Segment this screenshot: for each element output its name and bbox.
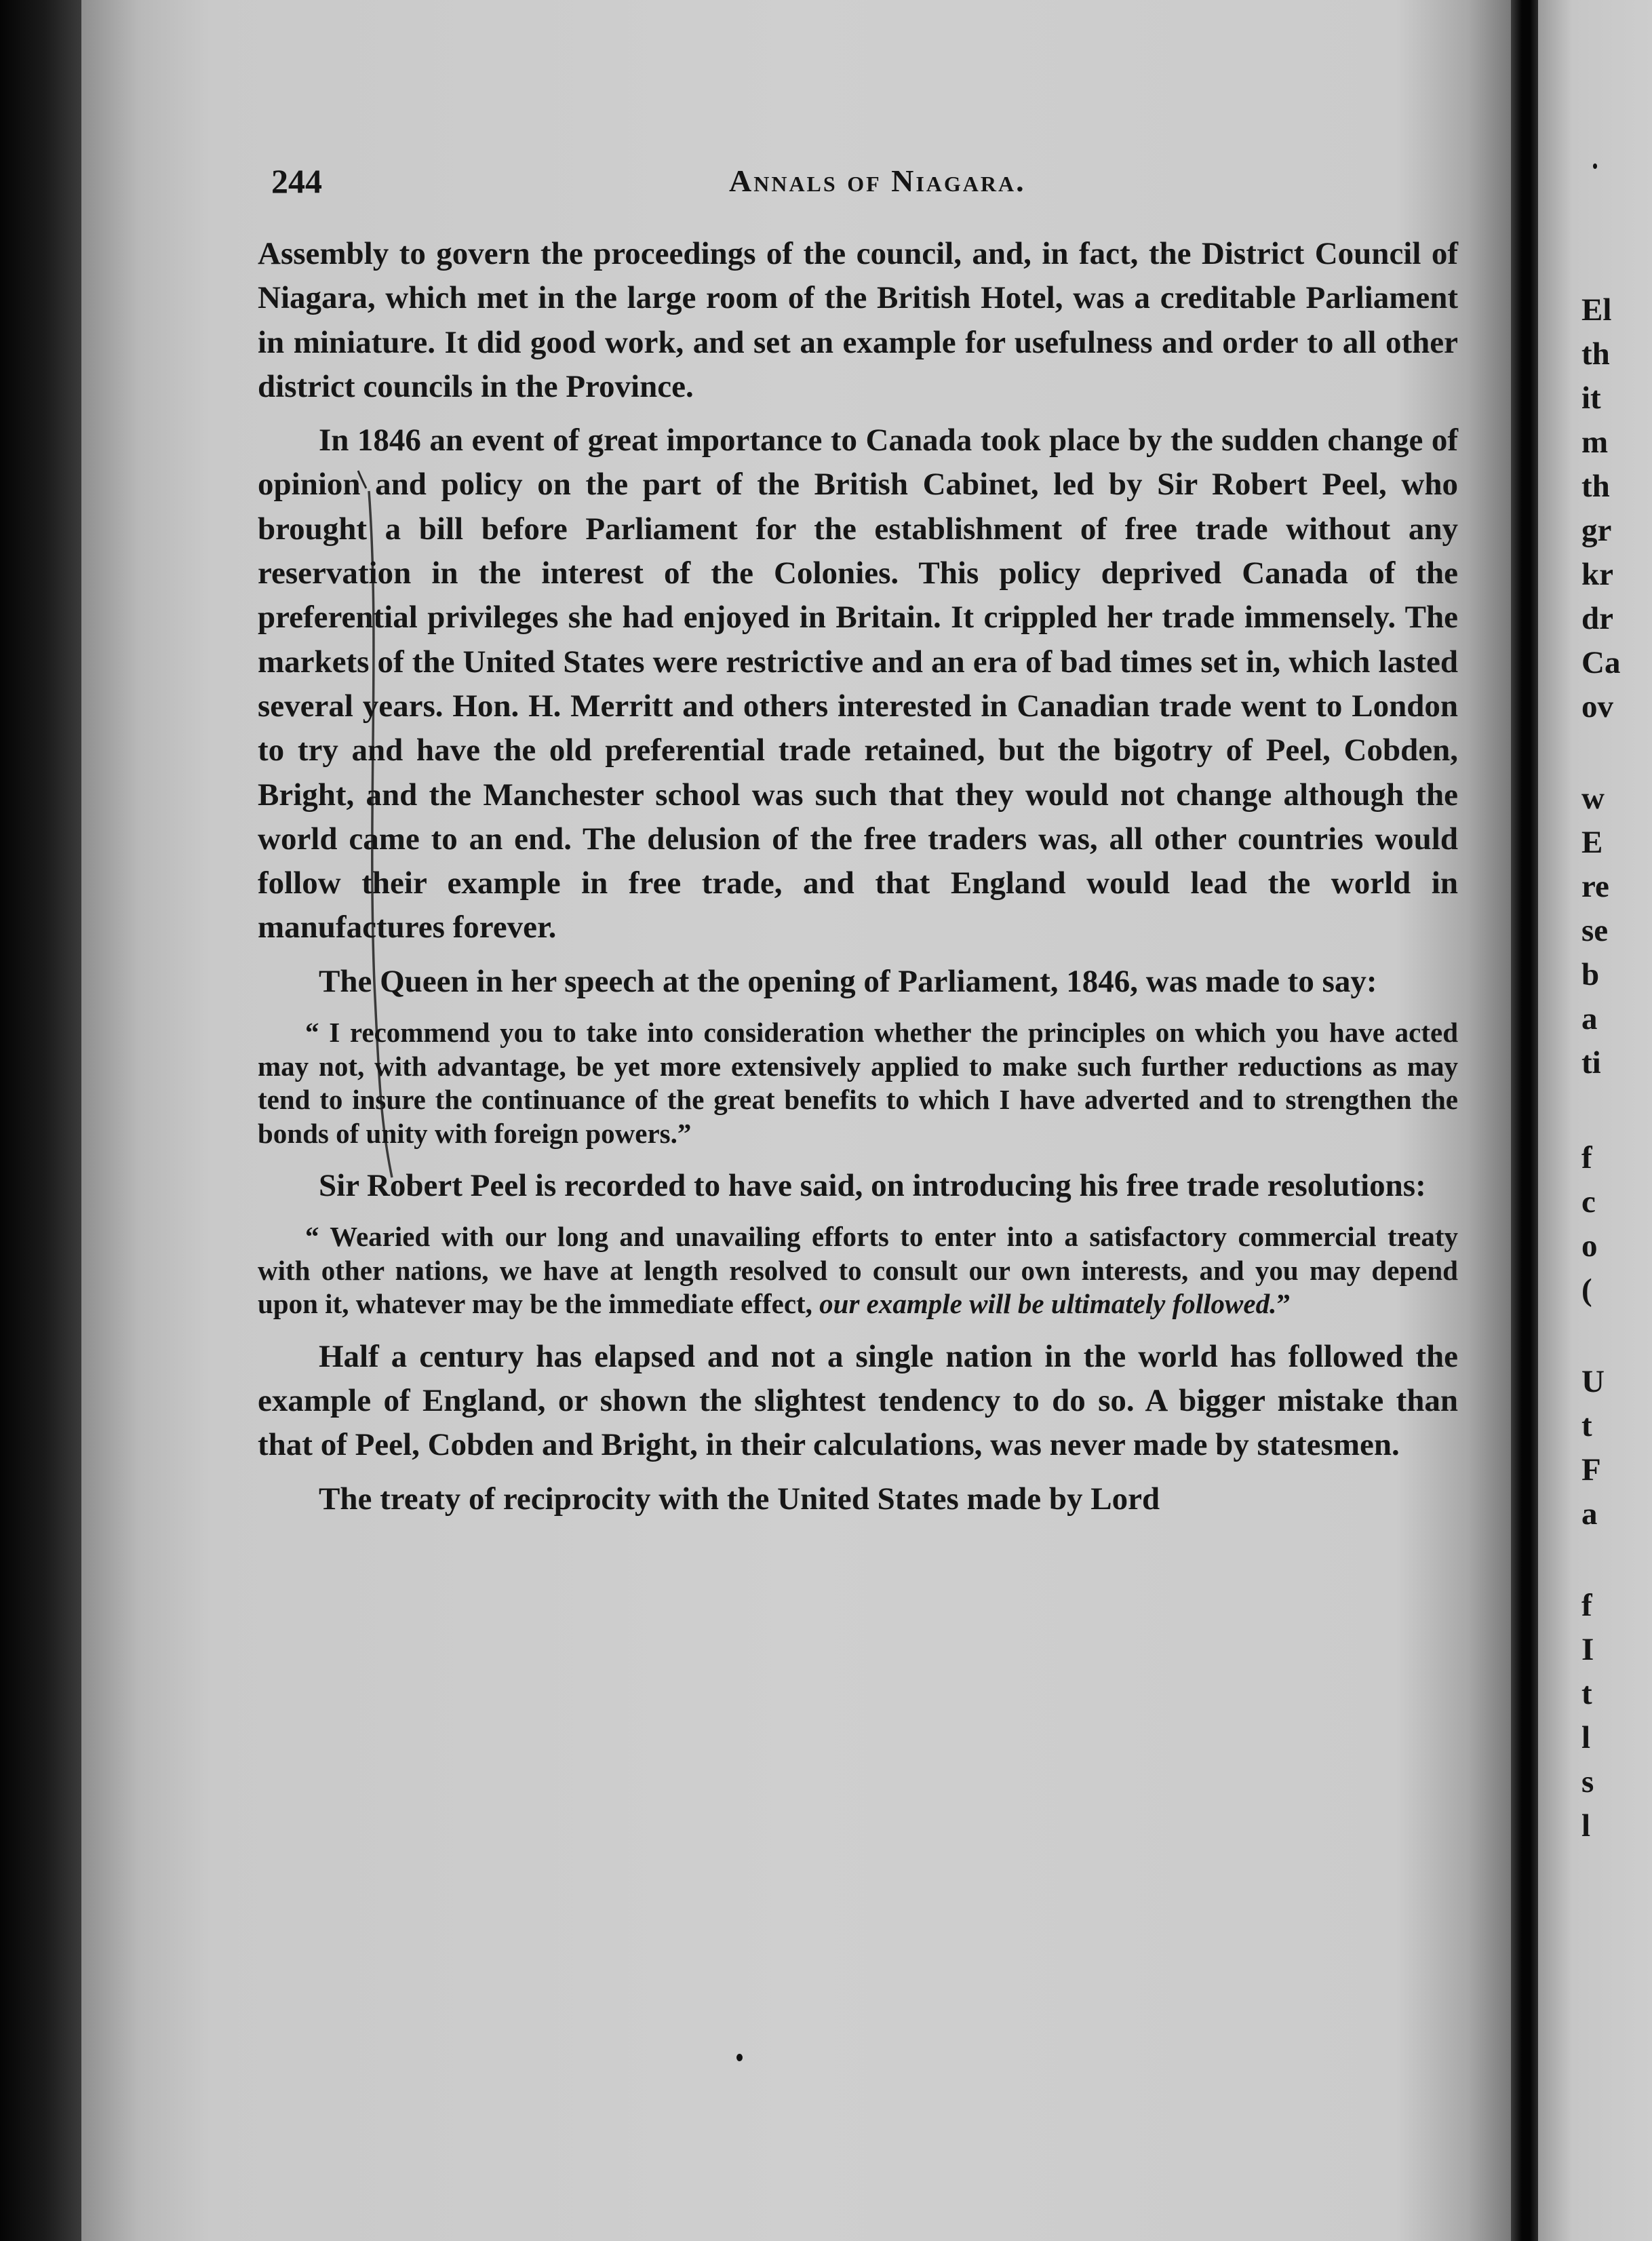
body-text	[258, 232, 1458, 1521]
facing-page-fragment: th	[1581, 336, 1610, 372]
facing-page-fragment: ov	[1581, 689, 1613, 724]
paragraph-1: Assembly to govern the proceedings of the council, and, in fact, the District Council of Niagara, which met in the large room of the British Hotel, was a creditable Parliament in miniature. It did good work, and set an example for usefulness and order to all other district councils in the Province.	[258, 236, 1458, 404]
facing-page-fragment: s	[1581, 1764, 1594, 1799]
page-gutter	[1511, 0, 1538, 2241]
paragraph-4: Sir Robert Peel is recorded to have said, on introducing his free trade resolutions:	[319, 1168, 1426, 1204]
facing-page-fragment: l	[1581, 1808, 1591, 1844]
page-number: 244	[271, 162, 322, 200]
paragraph-2: In 1846 an event of great importance to Canada took place by the sudden change of opinion and policy on the part of the British Cabinet, led by Sir Robert Peel, who brought a bill before Parliament for the establishment of free trade without any reservation in the interest of the Colonies. This policy deprived Canada of the preferential privileges she had enjoyed in Britain. It crippled her trade immensely. The markets of the United States were restrictive and an era of bad times set in, which lasted several years. Hon. H. Merritt and others interested in Canadian trade went to London to try and have the old preferential trade retained, but the bigotry of Peel, Cobden, Bright, and the Manchester school was such that they would not change although the world came to an end. The delusion of the free traders was, all other countries would follow their example in free trade, and that England would lead the world in manufactures forever.	[258, 423, 1458, 946]
paragraph-6: The treaty of reciprocity with the United States made by Lord	[319, 1481, 1160, 1517]
facing-page-fragment: ti	[1581, 1045, 1601, 1080]
quote-peel-text: “ Wearied with our long and unavailing efforts to enter into a satisfactory commercial treaty with other nations, we have at length resolved to consult our own interests, and you may depend upon it, whatever may be the immediate effect,	[258, 1221, 1458, 1320]
facing-page-fragment: b	[1581, 957, 1600, 992]
facing-page-fragment: (	[1581, 1272, 1592, 1308]
facing-page-fragment: Ca	[1581, 645, 1621, 680]
facing-page-fragment: o	[1581, 1228, 1598, 1264]
facing-page-fragment: U	[1581, 1364, 1605, 1399]
quote-peel-close: ”	[1276, 1288, 1291, 1320]
facing-page-fragment: f	[1581, 1140, 1592, 1175]
facing-page-fragment: f	[1581, 1588, 1592, 1623]
facing-page-fragment: l	[1581, 1720, 1591, 1755]
facing-page-fragment: kr	[1581, 557, 1613, 592]
scan-speck	[1593, 163, 1597, 169]
scan-speck	[736, 2054, 743, 2061]
facing-page-fragment: dr	[1581, 601, 1613, 636]
facing-page-fragment: E	[1581, 825, 1603, 860]
facing-page-fragment: w	[1581, 781, 1605, 816]
quote-peel-italic: our example will be ultimately followed.	[819, 1288, 1277, 1320]
facing-page-fragment: re	[1581, 869, 1609, 904]
facing-page-edge	[1538, 0, 1652, 2241]
block-quote-peel	[258, 1220, 1458, 1321]
facing-page-fragment: I	[1581, 1632, 1594, 1667]
facing-page-fragment: m	[1581, 425, 1609, 460]
facing-page-fragment: t	[1581, 1408, 1592, 1443]
facing-page-fragment: F	[1581, 1452, 1601, 1487]
paragraph-3: The Queen in her speech at the opening of Parliament, 1846, was made to say:	[319, 963, 1377, 999]
block-quote-queen: “ I recommend you to take into consideration whether the principles on which you have acted may not, with advantage, be yet more extensively applied to make such further reductions as may tend to insure the continuance of the great benefits to which I have adverted and to strengthen the bonds of unity with foreign powers.”	[258, 1017, 1458, 1149]
facing-page-fragment: se	[1581, 913, 1609, 948]
scan-left-edge	[0, 0, 81, 2241]
facing-page-fragment: a	[1581, 1496, 1598, 1532]
facing-page-fragment: a	[1581, 1001, 1598, 1036]
running-head: Annals of Niagara.	[729, 163, 1026, 198]
facing-page-fragment: it	[1581, 381, 1601, 416]
facing-page-fragment: c	[1581, 1184, 1596, 1220]
facing-page-fragment: El	[1581, 292, 1612, 328]
facing-page-fragment: th	[1581, 469, 1610, 504]
facing-page-text-fragments	[1538, 0, 1652, 2241]
paragraph-5: Half a century has elapsed and not a single nation in the world has followed the example of England, or shown the slightest tendency to do so. A bigger mistake than that of Peel, Cobden and Bright, in their calculations, was never made by statesmen.	[258, 1338, 1458, 1463]
facing-page-fragment: gr	[1581, 513, 1612, 548]
facing-page-fragment: t	[1581, 1676, 1592, 1711]
